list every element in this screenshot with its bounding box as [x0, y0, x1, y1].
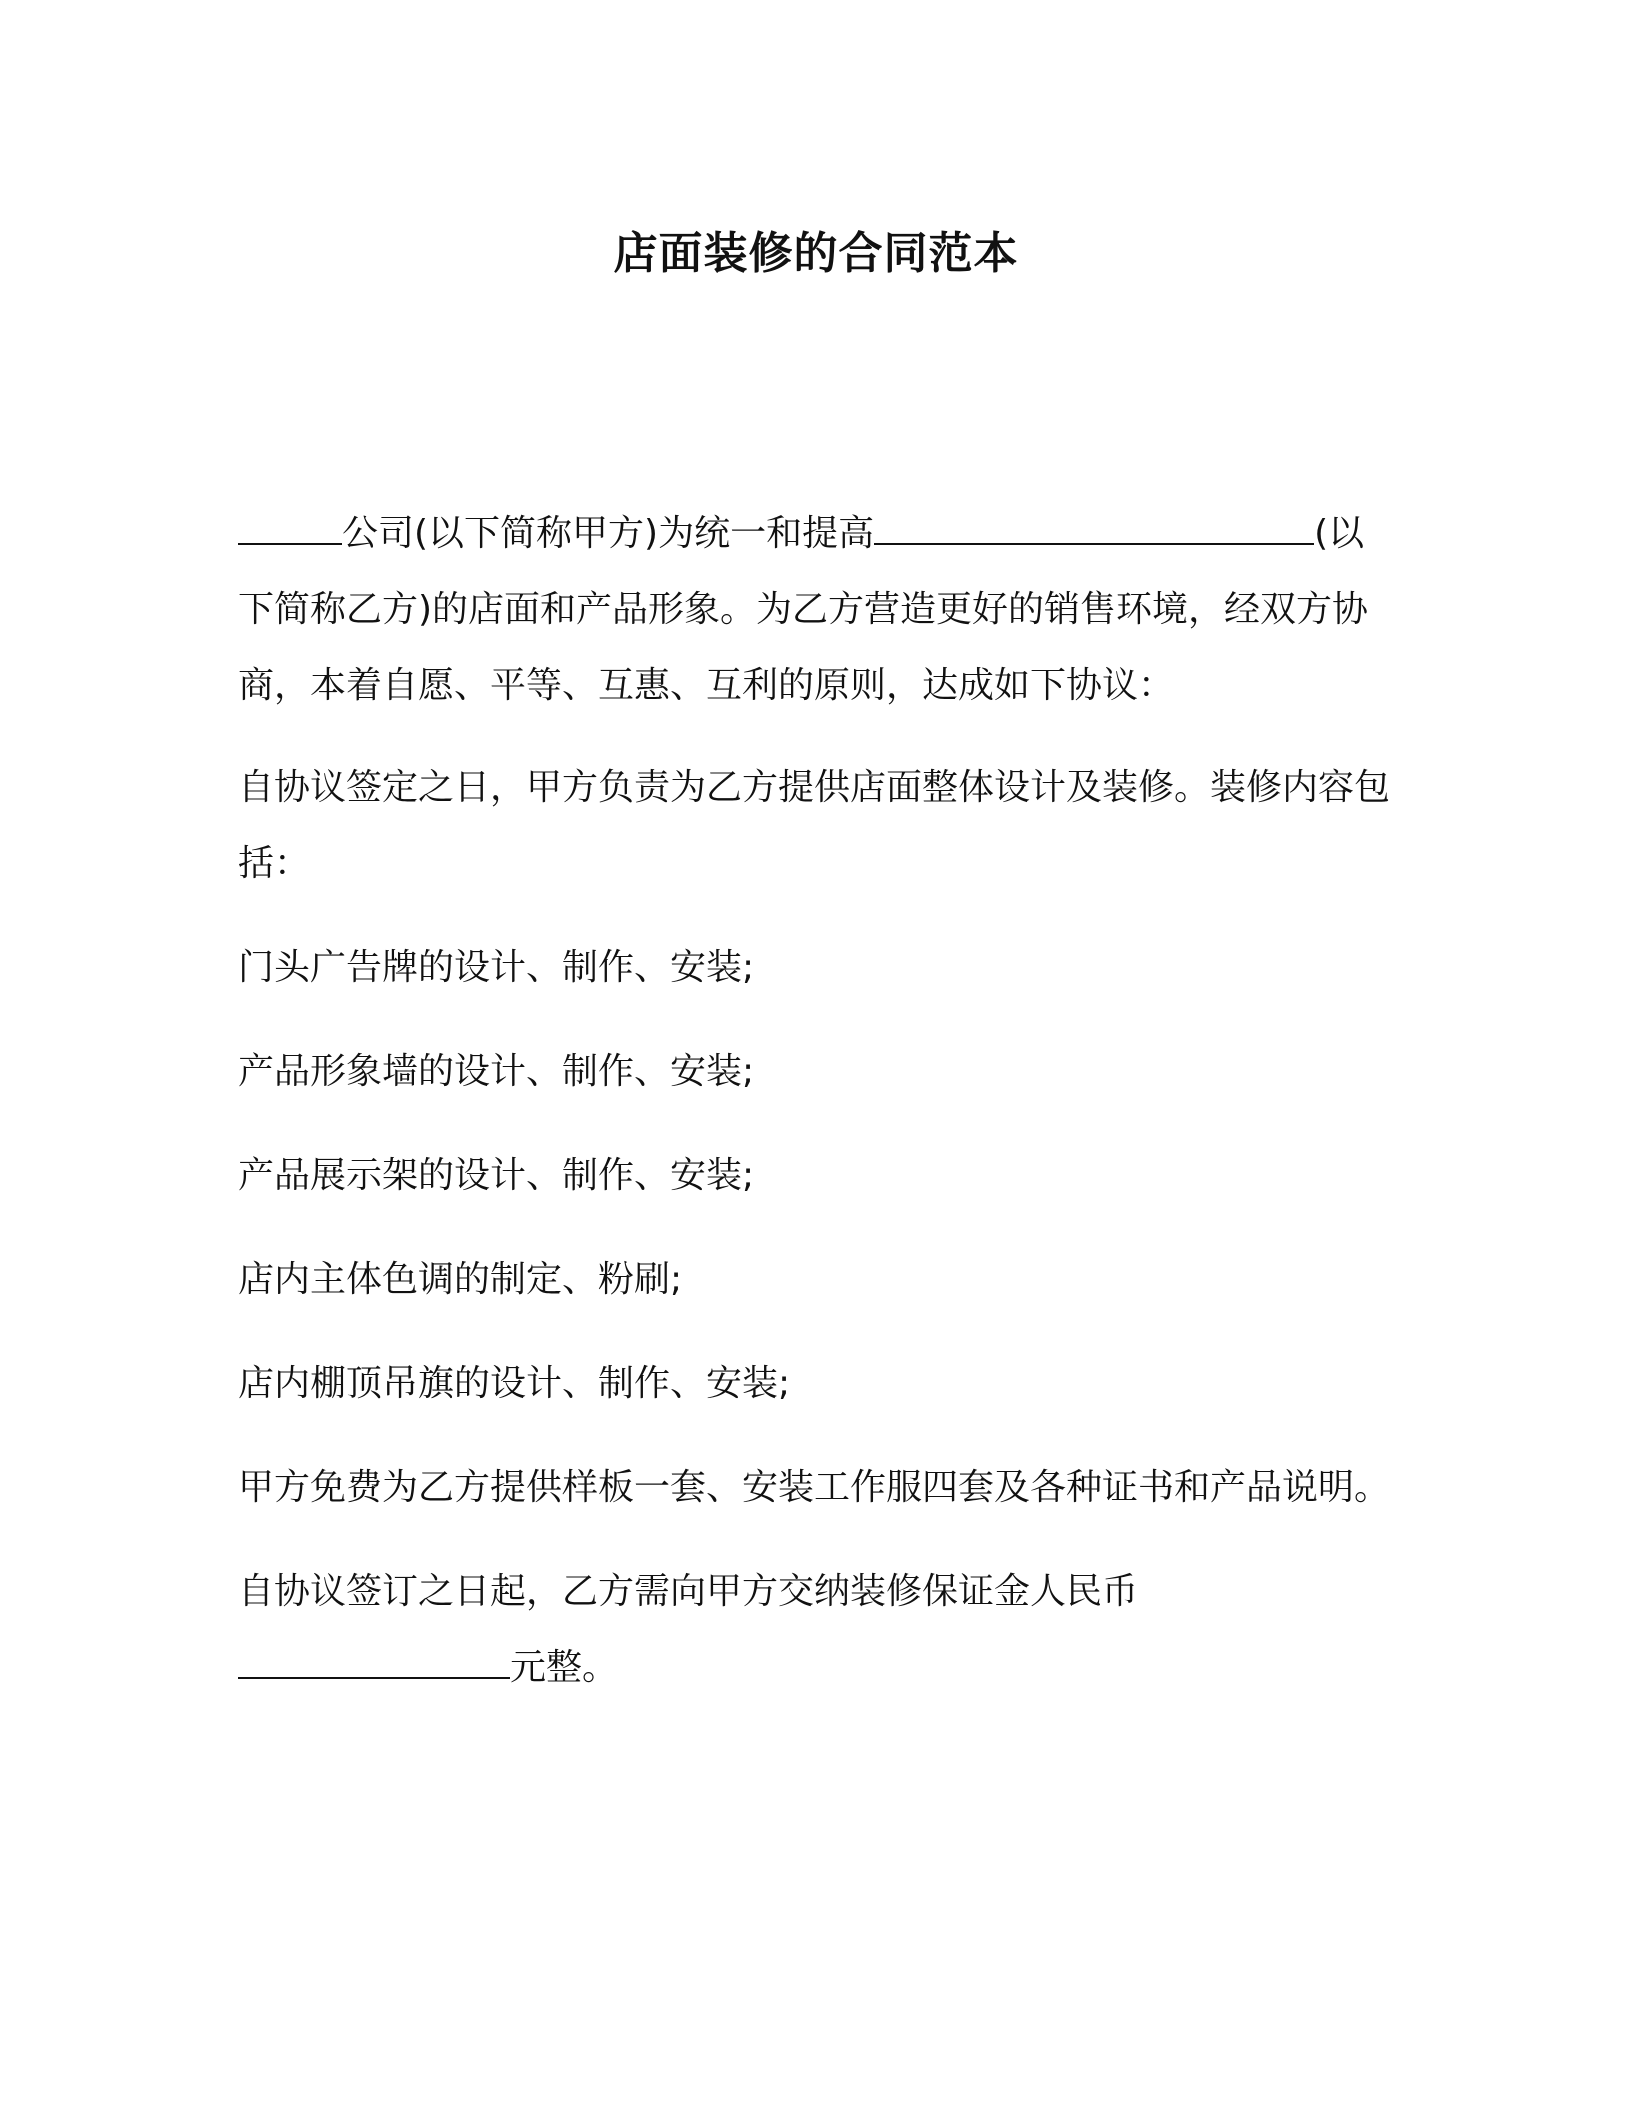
deposit-amount-blank	[238, 1637, 510, 1679]
clause-paragraph: 自协议签定之日，甲方负责为乙方提供店面整体设计及装修。装修内容包括：	[238, 767, 1391, 884]
document-body	[238, 496, 1398, 1734]
party-b-name-blank	[874, 503, 1314, 545]
deposit-text: 自协议签订之日起，乙方需向甲方交纳装修保证金人民币	[238, 1571, 1139, 1612]
clause-item: 店内棚顶吊旗的设计、制作、安装;	[238, 1363, 791, 1404]
clause-item: 产品展示架的设计、制作、安装;	[238, 1155, 755, 1196]
deposit-paragraph	[238, 1554, 1398, 1706]
deposit-suffix: 元整。	[510, 1647, 619, 1688]
intro-text-1: 公司(以下简称甲方)为统一和提高	[342, 513, 875, 554]
clause-item: 店内主体色调的制定、粉刷;	[238, 1259, 683, 1300]
intro-paragraph	[238, 496, 1398, 724]
company-name-blank	[238, 503, 342, 545]
intro-text-2: (以下简称乙方)的店面和产品形象。为乙方营造更好的销售环境，经双方协商，本着自愿、平等、互惠、互利的原则，达成如下协议：	[238, 513, 1369, 706]
clause-item: 门头广告牌的设计、制作、安装;	[238, 947, 755, 988]
clause-paragraph: 甲方免费为乙方提供样板一套、安装工作服四套及各种证书和产品说明。	[238, 1467, 1391, 1508]
document-title: 店面装修的合同范本	[613, 228, 1019, 279]
clause-item: 产品形象墙的设计、制作、安装;	[238, 1051, 755, 1092]
